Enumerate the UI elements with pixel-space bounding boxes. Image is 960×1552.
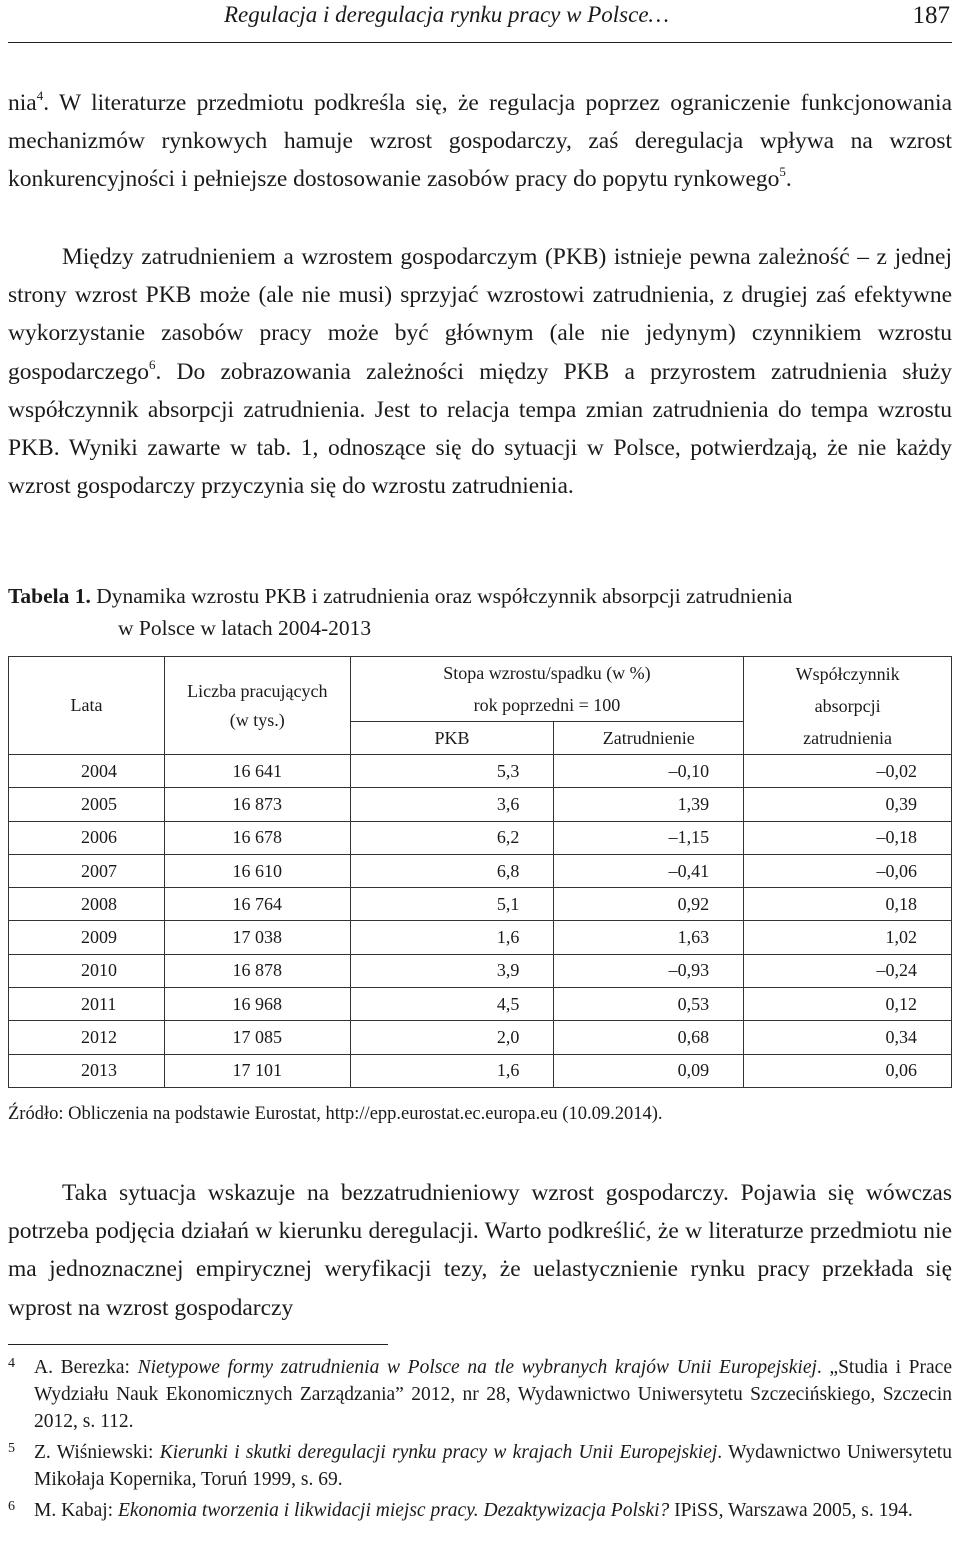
cell-year: 2004 [9, 755, 165, 788]
footnote-ref-6[interactable]: 6 [148, 356, 156, 372]
cell-employed: 16 878 [164, 954, 350, 987]
header-absorption-coef: Współczynnik absorpcji zatrudnienia [744, 657, 952, 755]
cell-employment: 0,09 [554, 1054, 744, 1087]
cell-pkb: 3,9 [350, 954, 554, 987]
paragraph-text: Między zatrudnieniem a wzrostem gospodarczym (PKB) istnieje pewna zależność – z jednej strony wzrost PKB może (ale nie musi) sprzyjać wzrostowi zatrudnienia, z drugiej zaś efektywne wykorzystanie zasobów pracy może być głównym (ale nie jedynym) czynnikiem wzrostu gospodarczego [8, 244, 952, 385]
footnote-ref-5[interactable]: 5 [779, 164, 786, 180]
paragraph-text: . [785, 166, 792, 193]
cell-year: 2010 [9, 954, 165, 987]
cell-year: 2011 [9, 988, 165, 1021]
table-row [9, 921, 952, 954]
cell-employed: 16 641 [164, 755, 350, 788]
footnote-number: 5 [8, 1441, 15, 1456]
cell-pkb: 3,6 [350, 788, 554, 821]
cell-employed: 17 101 [164, 1054, 350, 1087]
cell-employed: 16 764 [164, 888, 350, 921]
cell-absorption-coef: 0,06 [744, 1054, 952, 1087]
cell-year: 2012 [9, 1021, 165, 1054]
footnote-publication: . „Studia i Prace Wydziału Nauk Ekonomicznych Zarządzania” 2012, nr 28, Wydawnictwo Uniwersytetu Szczecińskiego, Szczecin 2012, s. 112. [34, 1357, 952, 1432]
body-paragraph-1 [8, 84, 952, 199]
cell-employment: –1,15 [554, 821, 744, 854]
cell-employed: 16 968 [164, 988, 350, 1021]
table-row [9, 788, 952, 821]
table-row [9, 954, 952, 987]
header-employed: Liczba pracujących (w tys.) [164, 657, 350, 755]
cell-pkb: 1,6 [350, 1054, 554, 1087]
cell-pkb: 6,8 [350, 854, 554, 887]
footnotes [8, 1354, 952, 1528]
cell-employment: –0,41 [554, 854, 744, 887]
paragraph-text: . W literaturze przedmiotu podkreśla się, że regulacja poprzez ograniczenie funkcjonowania mechanizmów rynkowych hamuje wzrost gospodarczy, zaś deregulacja wpływa na wzrost konkurencyjności i pełniejsze dostosowanie zasobów pracy do popytu rynkowego [8, 90, 952, 193]
cell-year: 2013 [9, 1054, 165, 1087]
body-paragraph-3: Taka sytuacja wskazuje na bezzatrudnieniowy wzrost gospodarczy. Pojawia się wówczas potrzeba podjęcia działań w kierunku deregulacji. Warto podkreślić, że w literaturze przedmiotu nie ma jednoznacznej empirycznej weryfikacji tezy, że uelastycznienie rynku pracy przekłada się wprost na wzrost gospodarczy [8, 1180, 952, 1321]
table-row [9, 821, 952, 854]
header-employment: Zatrudnienie [554, 722, 744, 755]
cell-year: 2005 [9, 788, 165, 821]
cell-absorption-coef: –0,06 [744, 854, 952, 887]
table-caption-title-line2: w Polsce w latach 2004-2013 [118, 616, 372, 640]
cell-year: 2007 [9, 854, 165, 887]
page-number: 187 [912, 2, 950, 29]
cell-year: 2009 [9, 921, 165, 954]
cell-absorption-coef: –0,02 [744, 755, 952, 788]
cell-absorption-coef: 1,02 [744, 921, 952, 954]
cell-absorption-coef: 0,12 [744, 988, 952, 1021]
footnote-number: 4 [8, 1356, 15, 1371]
table-caption [8, 580, 952, 644]
table-caption-title: Dynamika wzrostu PKB i zatrudnienia oraz współczynnik absorpcji zatrudnienia [96, 584, 793, 608]
data-table [8, 656, 952, 1088]
table-row [9, 854, 952, 887]
cell-employment: 0,68 [554, 1021, 744, 1054]
cell-absorption-coef: 0,39 [744, 788, 952, 821]
footnote-author: Z. Wiśniewski: [34, 1442, 160, 1463]
cell-employment: 1,39 [554, 788, 744, 821]
header-year: Lata [9, 657, 165, 755]
cell-absorption-coef: 0,34 [744, 1021, 952, 1054]
cell-pkb: 5,3 [350, 755, 554, 788]
header-pkb: PKB [350, 722, 554, 755]
cell-employed: 17 085 [164, 1021, 350, 1054]
footnote-publication: . Wydawnictwo Uniwersytetu Mikołaja Kopernika, Toruń 1999, s. 69. [34, 1442, 952, 1490]
header-growth-rate: Stopa wzrostu/spadku (w %) rok poprzedni = 100 [350, 657, 743, 722]
footnote-publication: IPiSS, Warszawa 2005, s. 194. [669, 1500, 913, 1521]
cell-employment: –0,93 [554, 954, 744, 987]
paragraph-text: nia [8, 90, 37, 116]
footnote-6 [8, 1497, 952, 1524]
footnote-4 [8, 1354, 952, 1435]
footnote-title: Kierunki i skutki deregulacji rynku pracy w krajach Unii Europejskiej [159, 1442, 718, 1463]
table-row [9, 1054, 952, 1087]
cell-absorption-coef: –0,24 [744, 954, 952, 987]
cell-pkb: 4,5 [350, 988, 554, 1021]
running-title: Regulacja i deregulacja rynku pracy w Polsce… [224, 2, 669, 27]
running-header [8, 0, 952, 43]
cell-employed: 16 873 [164, 788, 350, 821]
footnote-title: Ekonomia tworzenia i likwidacji miejsc pracy. Dezaktywizacja Polski? [117, 1500, 670, 1521]
table-row [9, 988, 952, 1021]
footnote-5 [8, 1439, 952, 1493]
cell-absorption-coef: 0,18 [744, 888, 952, 921]
table-source: Źródło: Obliczenia na podstawie Eurostat, http://epp.eurostat.ec.europa.eu (10.09.2014). [8, 1104, 663, 1124]
table-row [9, 755, 952, 788]
cell-employment: 1,63 [554, 921, 744, 954]
cell-employed: 16 678 [164, 821, 350, 854]
cell-absorption-coef: –0,18 [744, 821, 952, 854]
cell-year: 2006 [9, 821, 165, 854]
cell-employment: 0,92 [554, 888, 744, 921]
table-row [9, 1021, 952, 1054]
footnote-number: 6 [8, 1499, 15, 1514]
table-row [9, 888, 952, 921]
footnote-author: M. Kabaj: [34, 1500, 118, 1521]
cell-pkb: 1,6 [350, 921, 554, 954]
cell-pkb: 6,2 [350, 821, 554, 854]
cell-employment: –0,10 [554, 755, 744, 788]
cell-employed: 16 610 [164, 854, 350, 887]
cell-pkb: 2,0 [350, 1021, 554, 1054]
footnote-separator [8, 1344, 388, 1345]
cell-employment: 0,53 [554, 988, 744, 1021]
body-paragraph-2 [8, 238, 952, 505]
cell-pkb: 5,1 [350, 888, 554, 921]
footnote-ref-4[interactable]: 4 [36, 88, 44, 103]
paragraph-text: . Do zobrazowania zależności między PKB a przyrostem zatrudnienia służy współczynnik absorpcji zatrudnienia. Jest to relacja tempa zmian zatrudnienia do tempa wzrostu PKB. Wyniki zawarte w tab. 1, odnoszące się do sytuacji w Polsce, potwierdzają, że nie każdy wzrost gospodarczy przyczynia się do wzrostu zatrudnienia. [8, 358, 952, 500]
cell-employed: 17 038 [164, 921, 350, 954]
table-caption-label: Tabela 1. [8, 584, 91, 608]
footnote-title: Nietypowe formy zatrudnienia w Polsce na tle wybranych krajów Unii Europejskiej [137, 1357, 817, 1378]
cell-year: 2008 [9, 888, 165, 921]
footnote-author: A. Berezka: [34, 1357, 138, 1378]
